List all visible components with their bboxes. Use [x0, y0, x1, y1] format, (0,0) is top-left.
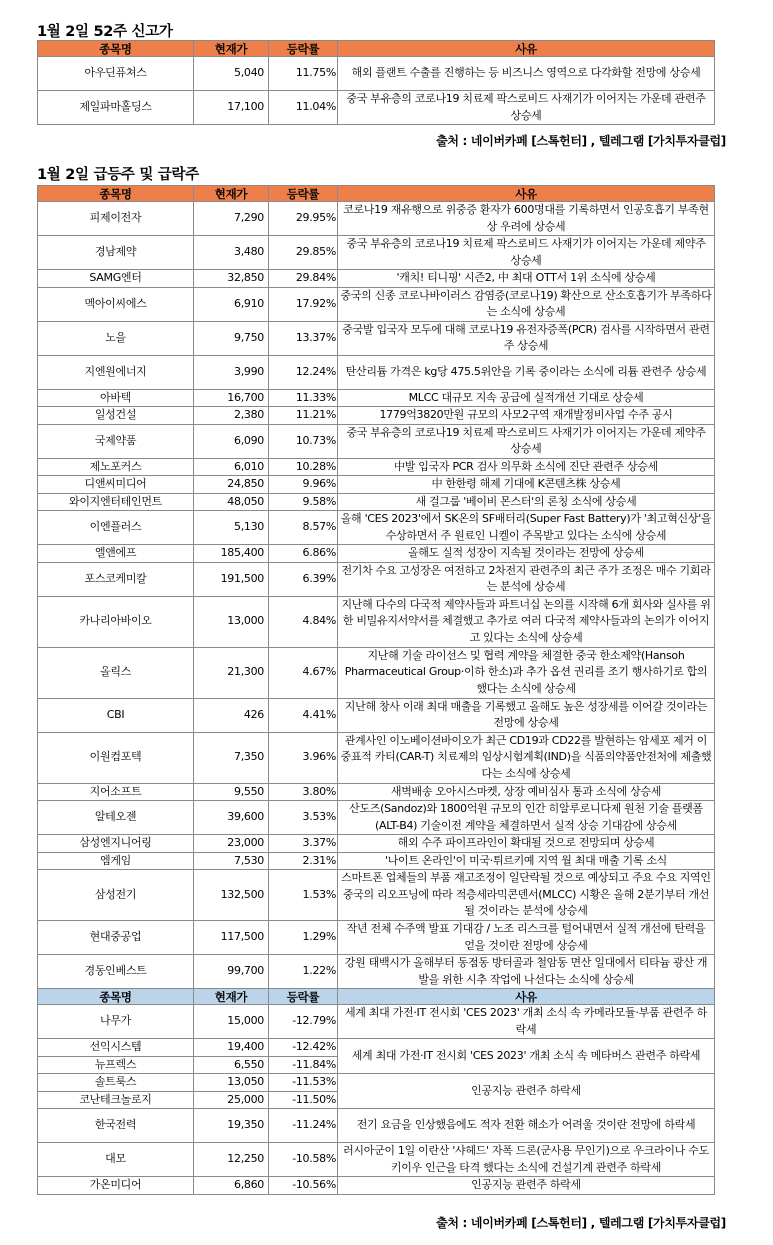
stock-price: 24,850 — [194, 476, 269, 494]
header-name: 종목명 — [38, 41, 194, 57]
stock-rate: 9.96% — [269, 476, 338, 494]
stock-name: 올릭스 — [38, 647, 194, 698]
stock-reason: 해외 플랜트 수출를 진행하는 등 비즈니스 영역으로 다각화할 전망에 상승세 — [338, 57, 715, 91]
table-row — [38, 1143, 715, 1177]
stock-reason: 세계 최대 가전·IT 전시회 'CES 2023' 개최 소식 속 카메라모듈·부품 관련주 하락세 — [338, 1005, 715, 1039]
header-price: 현재가 — [194, 41, 269, 57]
stock-rate: 17.92% — [269, 287, 338, 321]
table-row — [38, 389, 715, 407]
stock-price: 39,600 — [194, 801, 269, 835]
stock-rate: 29.95% — [269, 202, 338, 236]
header-name: 종목명 — [38, 186, 194, 202]
movers-table — [37, 185, 715, 1195]
stock-reason: '캐치! 티니핑' 시즌2, 中 최대 OTT서 1위 소식에 상승세 — [338, 270, 715, 288]
stock-price: 5,130 — [194, 511, 269, 545]
stock-name: 한국전력 — [38, 1109, 194, 1143]
stock-name: 선익시스템 — [38, 1039, 194, 1057]
stock-price: 6,090 — [194, 424, 269, 458]
stock-reason: 중국 부유층의 코로나19 치료제 팍스로비드 사재기가 이어지는 가운데 제약주 상승세 — [338, 424, 715, 458]
table-row — [38, 835, 715, 853]
stock-name: 이원컴포텍 — [38, 732, 194, 783]
stock-name: 아우딘퓨쳐스 — [38, 57, 194, 91]
gainers-body — [38, 202, 715, 989]
stock-rate: 10.73% — [269, 424, 338, 458]
stock-rate: 10.28% — [269, 458, 338, 476]
table-row — [38, 698, 715, 732]
stock-name: 솔트룩스 — [38, 1074, 194, 1092]
stock-rate: -11.50% — [269, 1091, 338, 1109]
stock-reason: 강원 태백시가 올해부터 동점동 방터골과 철암동 면산 일대에서 티타늄 광산 개발을 위한 시추 작업에 나선다는 소식에 상승세 — [338, 955, 715, 989]
stock-price: 13,000 — [194, 596, 269, 647]
stock-rate: 3.37% — [269, 835, 338, 853]
stock-rate: 2.31% — [269, 852, 338, 870]
table-row — [38, 321, 715, 355]
stock-price: 12,250 — [194, 1143, 269, 1177]
table-row — [38, 1039, 715, 1057]
stock-rate: -12.42% — [269, 1039, 338, 1057]
table-row — [38, 647, 715, 698]
stock-rate: 4.41% — [269, 698, 338, 732]
stock-reason: 중국 부유층의 코로나19 치료제 팍스로비드 사재기가 이어지는 가운데 제약주 상승세 — [338, 236, 715, 270]
losers-body — [38, 989, 715, 1195]
stock-reason: 작년 전체 수주액 발표 기대감 / 노조 리스크를 털어내면서 실적 개선에 탄력을 얻을 것이란 전망에 상승세 — [338, 921, 715, 955]
stock-price: 6,550 — [194, 1056, 269, 1074]
stock-name: 가온미디어 — [38, 1177, 194, 1195]
stock-price: 32,850 — [194, 270, 269, 288]
header-reason: 사유 — [338, 41, 715, 57]
stock-rate: 3.53% — [269, 801, 338, 835]
stock-price: 7,350 — [194, 732, 269, 783]
stock-rate: 12.24% — [269, 355, 338, 389]
stock-price: 13,050 — [194, 1074, 269, 1092]
stock-rate: 3.80% — [269, 783, 338, 801]
stock-reason: 中 한한령 해제 기대에 K콘텐츠株 상승세 — [338, 476, 715, 494]
stock-rate: -11.84% — [269, 1056, 338, 1074]
stock-rate: 4.84% — [269, 596, 338, 647]
stock-rate: -10.58% — [269, 1143, 338, 1177]
stock-name: 피제이전자 — [38, 202, 194, 236]
stock-price: 6,010 — [194, 458, 269, 476]
stock-price: 2,380 — [194, 407, 269, 425]
table-header-row — [38, 186, 715, 202]
stock-reason: 지난해 다수의 다국적 제약사들과 파트너십 논의를 시작해 6개 회사와 실사를 위한 비밀유지서약서를 체결했고 추가로 여러 다국적 제약사들과의 논의가 이어지고 있다는 소식에 상승세 — [338, 596, 715, 647]
table-row — [38, 1005, 715, 1039]
stock-rate: 29.84% — [269, 270, 338, 288]
stock-price: 3,480 — [194, 236, 269, 270]
table-row — [38, 493, 715, 511]
stock-price: 3,990 — [194, 355, 269, 389]
stock-name: 일성건설 — [38, 407, 194, 425]
stock-rate: -11.24% — [269, 1109, 338, 1143]
header-rate: 등락률 — [269, 989, 338, 1005]
stock-price: 19,400 — [194, 1039, 269, 1057]
section-title-52week-high: 1월 2일 52주 신고가 — [37, 24, 173, 40]
table-row — [38, 870, 715, 921]
stock-price: 16,700 — [194, 389, 269, 407]
stock-reason: 새벽배송 오아시스마켓, 상장 예비심사 통과 소식에 상승세 — [338, 783, 715, 801]
stock-name: 이엔플러스 — [38, 511, 194, 545]
source-credit: 출처 : 네이버카페 [스톡헌터] , 텔레그램 [가치투자클럽] — [436, 134, 726, 148]
stock-name: 멕아이씨에스 — [38, 287, 194, 321]
stock-name: 엘앤에프 — [38, 545, 194, 563]
stock-name: 노을 — [38, 321, 194, 355]
stock-price: 15,000 — [194, 1005, 269, 1039]
stock-reason: 관계사인 이노베이션바이오가 최근 CD19과 CD22를 발현하는 암세포 제거 이중표적 카티(CAR-T) 치료제의 임상시험계획(IND)을 식품의약품안전처에 제출했다는 소식에 상승세 — [338, 732, 715, 783]
stock-rate: 3.96% — [269, 732, 338, 783]
stock-rate: 29.85% — [269, 236, 338, 270]
stock-rate: 6.39% — [269, 562, 338, 596]
stock-rate: 11.75% — [269, 57, 338, 91]
stock-rate: 8.57% — [269, 511, 338, 545]
header-name: 종목명 — [38, 989, 194, 1005]
header-price: 현재가 — [194, 186, 269, 202]
stock-name: 카나리아바이오 — [38, 596, 194, 647]
table-row — [38, 287, 715, 321]
stock-name: 경동인베스트 — [38, 955, 194, 989]
high52-table — [37, 40, 715, 125]
stock-reason: 중국의 신종 코로나바이러스 감염증(코로나19) 확산으로 산소호흡기가 부족하다는 소식에 상승세 — [338, 287, 715, 321]
stock-name: 경남제약 — [38, 236, 194, 270]
table-row — [38, 407, 715, 425]
table-row — [38, 458, 715, 476]
stock-price: 9,550 — [194, 783, 269, 801]
table-row — [38, 202, 715, 236]
header-reason: 사유 — [338, 989, 715, 1005]
stock-name: 디앤씨미디어 — [38, 476, 194, 494]
stock-reason: 인공지능 관련주 하락세 — [338, 1074, 715, 1109]
stock-rate: 9.58% — [269, 493, 338, 511]
stock-name: 삼성엔지니어링 — [38, 835, 194, 853]
stock-reason: 중국발 입국자 모두에 대해 코로나19 유전자증폭(PCR) 검사를 시작하면서 관련주 상승세 — [338, 321, 715, 355]
stock-price: 19,350 — [194, 1109, 269, 1143]
stock-price: 6,910 — [194, 287, 269, 321]
table-header-row-losers — [38, 989, 715, 1005]
table-row — [38, 801, 715, 835]
table-row — [38, 476, 715, 494]
stock-name: 지엔원에너지 — [38, 355, 194, 389]
stock-reason: 해외 수주 파이프라인이 확대될 것으로 전망되며 상승세 — [338, 835, 715, 853]
table-row — [38, 236, 715, 270]
stock-reason: 러시아군이 1일 이란산 '샤헤드' 자폭 드론(군사용 무인기)으로 우크라이나 수도 키이우 인근을 타격 했다는 소식에 건설기계 관련주 하락세 — [338, 1143, 715, 1177]
stock-name: 제노포커스 — [38, 458, 194, 476]
stock-price: 48,050 — [194, 493, 269, 511]
stock-price: 185,400 — [194, 545, 269, 563]
header-rate: 등락률 — [269, 41, 338, 57]
table-row — [38, 270, 715, 288]
stock-rate: -12.79% — [269, 1005, 338, 1039]
stock-rate: 11.04% — [269, 91, 338, 125]
stock-rate: -10.56% — [269, 1177, 338, 1195]
table-row — [38, 921, 715, 955]
stock-reason: 새 걸그룹 '베이비 몬스터'의 론칭 소식에 상승세 — [338, 493, 715, 511]
table-row — [38, 1177, 715, 1195]
table-row — [38, 511, 715, 545]
stock-name: 알테오젠 — [38, 801, 194, 835]
stock-price: 21,300 — [194, 647, 269, 698]
stock-reason: 스마트폰 업체들의 부품 재고조정이 일단락될 것으로 예상되고 주요 수요 지역인 중국의 리오프닝에 따라 적층세라믹콘덴서(MLCC) 시황은 올해 2분기부터 개선될 것이라는 분석에 상승세 — [338, 870, 715, 921]
table-row — [38, 1074, 715, 1092]
table-row — [38, 355, 715, 389]
table-row — [38, 1109, 715, 1143]
table-row — [38, 91, 715, 125]
stock-rate: 11.33% — [269, 389, 338, 407]
table-row — [38, 545, 715, 563]
stock-reason: 1779억3820만원 규모의 사모2구역 재개발정비사업 수주 공시 — [338, 407, 715, 425]
stock-price: 7,530 — [194, 852, 269, 870]
stock-reason: 탄산리튬 가격은 kg당 475.5위안을 기록 중이라는 소식에 리튬 관련주 상승세 — [338, 355, 715, 389]
stock-reason: 산도즈(Sandoz)와 1800억원 규모의 인간 히알루로니다제 원천 기술 플랫폼(ALT-B4) 기술이전 계약을 체결하면서 실적 상승 기대감에 상승세 — [338, 801, 715, 835]
stock-reason: 세계 최대 가전·IT 전시회 'CES 2023' 개최 소식 속 메타버스 관련주 하락세 — [338, 1039, 715, 1074]
stock-reason: 올해도 실적 성장이 지속될 것이라는 전망에 상승세 — [338, 545, 715, 563]
stock-reason: 中발 입국자 PCR 검사 의무화 소식에 진단 관련주 상승세 — [338, 458, 715, 476]
stock-name: CBI — [38, 698, 194, 732]
stock-price: 132,500 — [194, 870, 269, 921]
stock-name: 엠게임 — [38, 852, 194, 870]
stock-name: 대모 — [38, 1143, 194, 1177]
stock-name: 코난테크놀로지 — [38, 1091, 194, 1109]
stock-price: 7,290 — [194, 202, 269, 236]
stock-name: 와이지엔터테인먼트 — [38, 493, 194, 511]
stock-reason: 올해 'CES 2023'에서 SK온의 SF배터리(Super Fast Battery)가 '최고혁신상'을 수상하면서 주 원료인 니켈이 주목받고 있다는 소식에 상승세 — [338, 511, 715, 545]
stock-price: 191,500 — [194, 562, 269, 596]
stock-name: SAMG엔터 — [38, 270, 194, 288]
stock-price: 426 — [194, 698, 269, 732]
stock-name: 뉴프렉스 — [38, 1056, 194, 1074]
header-reason: 사유 — [338, 186, 715, 202]
stock-name: 아바텍 — [38, 389, 194, 407]
stock-reason: 중국 부유층의 코로나19 치료제 팍스로비드 사재기가 이어지는 가운데 관련주 상승세 — [338, 91, 715, 125]
table-row — [38, 596, 715, 647]
stock-price: 5,040 — [194, 57, 269, 91]
table-row — [38, 424, 715, 458]
stock-price: 17,100 — [194, 91, 269, 125]
stock-name: 나무가 — [38, 1005, 194, 1039]
stock-price: 9,750 — [194, 321, 269, 355]
stock-rate: 4.67% — [269, 647, 338, 698]
stock-reason: 인공지능 관련주 하락세 — [338, 1177, 715, 1195]
header-rate: 등락률 — [269, 186, 338, 202]
stock-rate: 13.37% — [269, 321, 338, 355]
stock-price: 99,700 — [194, 955, 269, 989]
stock-rate: 1.53% — [269, 870, 338, 921]
stock-price: 6,860 — [194, 1177, 269, 1195]
stock-reason: '나이트 온라인'이 미국·튀르키예 지역 월 최대 매출 기록 소식 — [338, 852, 715, 870]
stock-rate: 11.21% — [269, 407, 338, 425]
table-row — [38, 57, 715, 91]
stock-name: 국제약품 — [38, 424, 194, 458]
table-header-row — [38, 41, 715, 57]
stock-name: 삼성전기 — [38, 870, 194, 921]
stock-price: 25,000 — [194, 1091, 269, 1109]
stock-name: 제일파마홀딩스 — [38, 91, 194, 125]
table-row — [38, 955, 715, 989]
stock-name: 지어소프트 — [38, 783, 194, 801]
stock-price: 117,500 — [194, 921, 269, 955]
stock-rate: -11.53% — [269, 1074, 338, 1092]
header-price: 현재가 — [194, 989, 269, 1005]
stock-reason: 전기 요금을 인상했음에도 적자 전환 해소가 어려울 것이란 전망에 하락세 — [338, 1109, 715, 1143]
section-title-movers: 1월 2일 급등주 및 급락주 — [37, 167, 199, 183]
stock-price: 23,000 — [194, 835, 269, 853]
source-credit: 출처 : 네이버카페 [스톡헌터] , 텔레그램 [가치투자클럽] — [436, 1216, 726, 1230]
table-row — [38, 852, 715, 870]
stock-rate: 1.22% — [269, 955, 338, 989]
stock-reason: 코로나19 재유행으로 위중증 환자가 600명대를 기록하면서 인공호흡기 부족현상 우려에 상승세 — [338, 202, 715, 236]
stock-rate: 1.29% — [269, 921, 338, 955]
stock-name: 현대중공업 — [38, 921, 194, 955]
stock-reason: 지난해 창사 이래 최대 매출을 기록했고 올해도 높은 성장세를 이어갈 것이라는 전망에 상승세 — [338, 698, 715, 732]
table-row — [38, 562, 715, 596]
stock-rate: 6.86% — [269, 545, 338, 563]
stock-name: 포스코케미칼 — [38, 562, 194, 596]
stock-reason: 전기차 수요 고성장은 여전하고 2차전지 관련주의 최근 주가 조정은 매수 기회라는 분석에 상승세 — [338, 562, 715, 596]
stock-reason: MLCC 대규모 지속 공급에 실적개선 기대로 상승세 — [338, 389, 715, 407]
stock-reason: 지난해 기술 라이선스 및 협력 계약을 체결한 중국 한소제약(Hansoh Pharmaceutical Group·이하 한소)과 추가 옵션 권리를 조기 행사하기로 합의했다는 소식에 상승세 — [338, 647, 715, 698]
table-row — [38, 732, 715, 783]
table-row — [38, 783, 715, 801]
